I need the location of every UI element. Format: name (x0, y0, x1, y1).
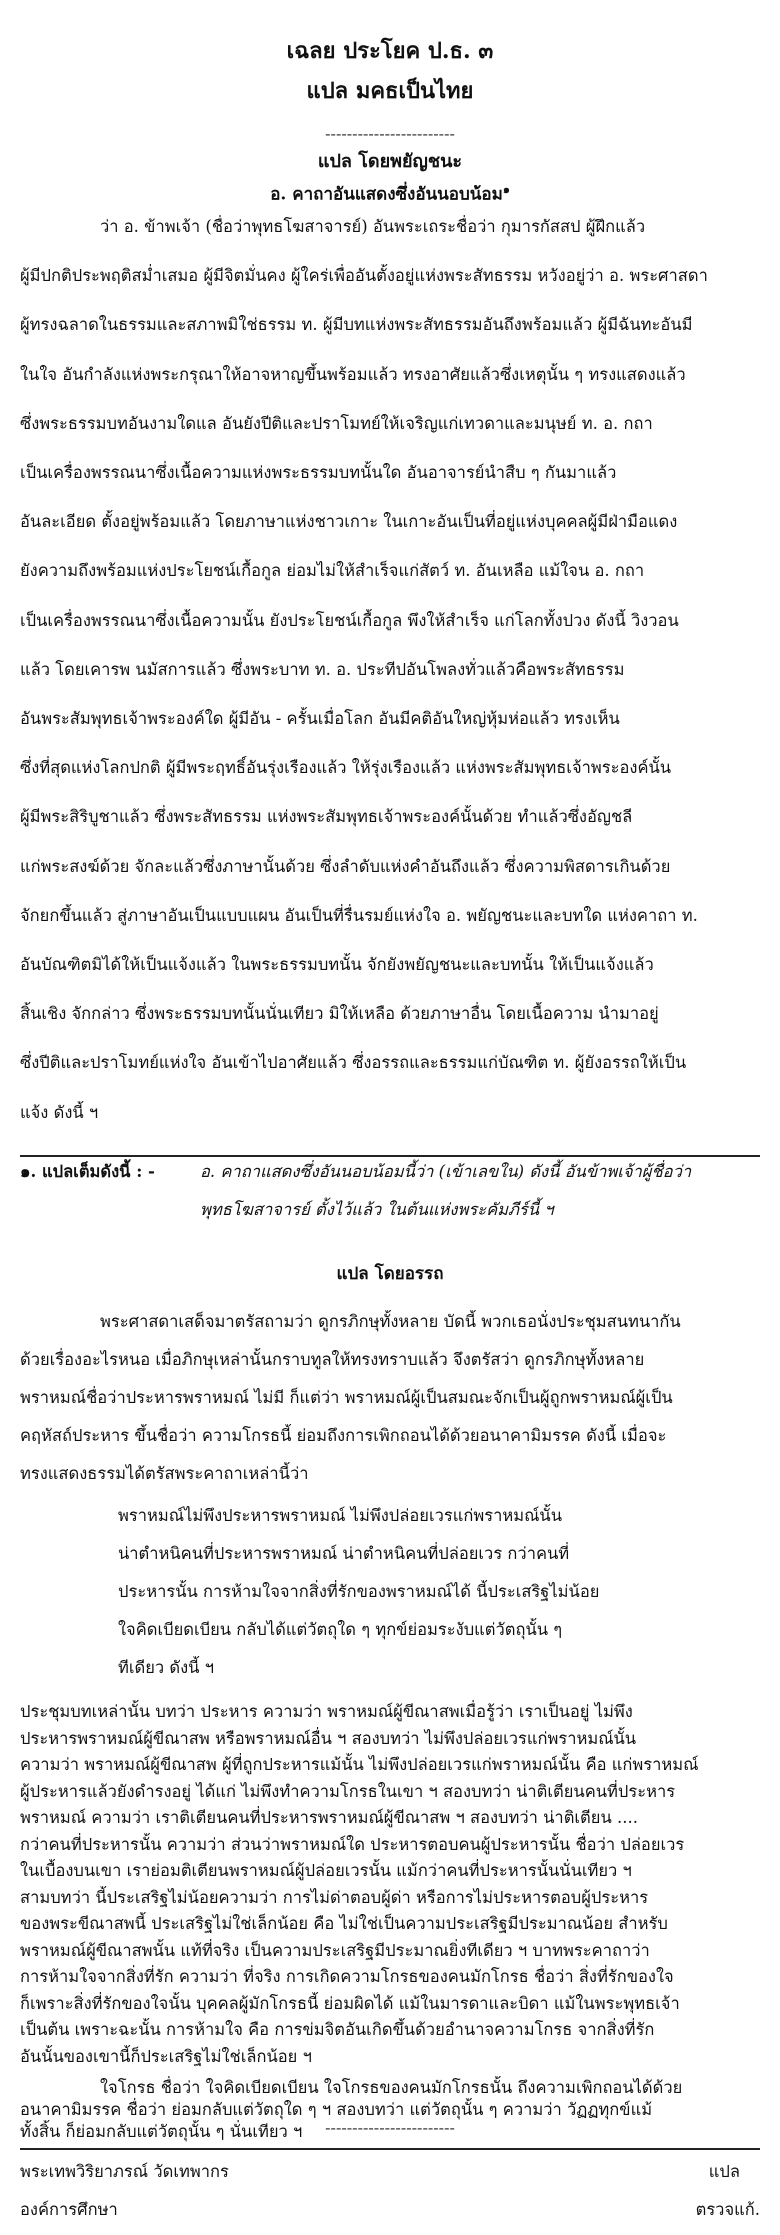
s2body-line: ความว่า พราหมณ์ผู้ขีณาสพ ผู้ที่ถูกประหารแม้นั้น ไม่พึงปล่อยเวรแก่พราหมณ์นั้น คือ แก่พราหมณ์ (20, 1755, 699, 1774)
s2body-line: ประหารพราหมณ์ผู้ขีณาสพ หรือพราหมณ์อื่น ฯ สองบทว่า ไม่พึงปล่อยเวรแก่พราหมณ์นั้น (20, 1728, 637, 1748)
s1lines-line: จักยกขึ้นแล้ว สู่ภาษาอันเป็นแบบแผน อันเป็นที่รื่นรมย์แห่งใจ อ. พยัญชนะและบทใด แห่งคาถา ท. (20, 905, 698, 925)
checker-name: องค์การศึกษา (20, 2200, 118, 2219)
s2intro-line: ด้วยเรื่องอะไรหนอ เมื่อภิกษุเหล่านั้นกราบทูลให้ทรงทราบแล้ว จึงตรัสว่า ดูกรภิกษุทั้งหลาย (20, 1350, 645, 1369)
s2verse-line: ประหารนั้น การห้ามใจจากสิ่งที่รักของพราหมณ์ได้ นี้ประเสริฐไม่น้อย (118, 1582, 600, 1601)
s2intro-line: คฤหัสถ์ประหาร ขึ้นชื่อว่า ความโกรธนี้ ย่อมถึงการเพิกถอนได้ด้วยอนาคามิมรรค ดังนี้ เมื่อจะ (20, 1426, 667, 1445)
footnote-rule (20, 1155, 760, 1157)
bottom-separator: ------------------------ (325, 2118, 455, 2137)
translation-note-line2: พุทธโฆสาจารย์ ตั้งไว้แล้ว ในต้นแห่งพระคัมภีร์นี้ ฯ (200, 1200, 554, 1219)
section1-subheading: อ. คาถาอันแสดงซึ่งอันนอบน้อม (270, 184, 503, 205)
s2verse-line: ทีเดียว ดังนี้ ฯ (118, 1658, 214, 1677)
s2intro-line: พระศาสดาเสด็จมาตรัสถามว่า ดูกรภิกษุทั้งหลาย บัดนี้ พวกเธอนั่งประชุมสนทนากัน (100, 1312, 681, 1331)
s1lines-line: แก่พระสงฆ์ด้วย จักละแล้วซึ่งภาษานั้นด้วย ซึ่งลำดับแห่งคำอันถึงแล้ว ซึ่งความพิสดารเกินด้วย (20, 856, 671, 876)
s1lines-line: อันละเอียด ตั้งอยู่พร้อมแล้ว โดยภาษาแห่งชาวเกาะ ในเกาะอันเป็นที่อยู่แห่งบุคคลผู้มีฝ่ามือแดง (20, 512, 678, 532)
s2body-line: เป็นต้น เพราะฉะนั้น การห้ามใจ คือ การข่มจิตอันเกิดขึ้นด้วยอำนาจความโกรธ จากสิ่งที่รัก (20, 2020, 655, 2039)
s1lines-line: อันบัณฑิตมิได้ให้เป็นแจ้งแล้ว ในพระธรรมบทนั้น จักยังพยัญชนะและบทนั้น ให้เป็นแจ้งแล้ว (20, 955, 654, 974)
section1-heading: แปล โดยพยัญชนะ (317, 151, 463, 172)
s1lines-line: ซึ่งที่สุดแห่งโลกปกติ ผู้มีพระฤทธิ์อันรุ่งเรืองแล้ว ให้รุ่งเรืองแล้ว แห่งพระสัมพุทธเจ้าพระองค์นั้น (20, 758, 672, 778)
s1lines-line: สิ้นเชิง จักกล่าว ซึ่งพระธรรมบทนั้นนั่นเทียว มิให้เหลือ ด้วยภาษาอื่น โดยเนื้อความ นำมาอยู่ (20, 1004, 659, 1024)
translation-note-label: ๑. แปลเต็มดังนี้ : - (20, 1162, 155, 1181)
s1lines-line: ในใจ อันกำลังแห่งพระกรุณาให้อาจหาญขึ้นพร้อมแล้ว ทรงอาศัยแล้วซึ่งเหตุนั้น ๆ ทรงแสดงแล้ว (20, 364, 686, 384)
s1lines-line: ซึ่งปีติและปราโมทย์แห่งใจ อันเข้าไปอาศัยแล้ว ซึ่งอรรถและธรรมแก่บัณฑิต ท. ผู้ยังอรรถให้เป็น (20, 1053, 687, 1073)
s2close-line: ใจโกรธ ชื่อว่า ใจคิดเบียดเบียน ใจโกรธของคนมักโกรธนั้น ถึงความเพิกถอนได้ด้วย (100, 2078, 683, 2097)
page-subtitle: แปล มคธเป็นไทย (306, 78, 474, 104)
translator-role: แปล (708, 2162, 740, 2181)
s2body-line: อันนั้นของเขานี้ก็ประเสริฐไม่ใช่เล็กน้อย ฯ (20, 2046, 312, 2066)
s1lines-line: ว่า อ. ข้าพเจ้า (ชื่อว่าพุทธโฆสาจารย์) อันพระเถระชื่อว่า กุมารกัสสป ผู้ฝึกแล้ว (100, 217, 646, 236)
s2verse-line: พราหมณ์ไม่พึงประหารพราหมณ์ ไม่พึงปล่อยเวรแก่พราหมณ์นั้น (118, 1506, 562, 1525)
s2body-line: พราหมณ์ ความว่า เราติเตียนคนที่ประหารพราหมณ์ผู้ขีณาสพ ฯ สองบทว่า น่าติเตียน .... (20, 1808, 638, 1827)
s2body-line: ก็เพราะสิ่งที่รักของใจนั้น บุคคลผู้มักโกรธนี้ ย่อมผิดได้ แม้ในมารดาและบิดา แม้ในพระพุทธเจ้า (20, 1993, 680, 2013)
s2verse-line: น่าตำหนิคนที่ประหารพราหมณ์ น่าตำหนิคนที่ปล่อยเวร กว่าคนที่ (118, 1544, 570, 1563)
checker-role: ตรวจแก้. (695, 2200, 760, 2219)
s2body-line: ของพระขีณาสพนี้ ประเสริฐไม่ใช่เล็กน้อย คือ ไม่ใช่เป็นความประเสริฐมีประมาณน้อย สำหรับ (20, 1914, 668, 1933)
s2body-line: สามบทว่า นี้ประเสริฐไม่น้อยความว่า การไม่ด่าตอบผู้ด่า หรือการไม่ประหารตอบผู้ประหาร (20, 1887, 649, 1907)
footer-rule (20, 2148, 760, 2150)
s2body-line: พราหมณ์ผู้ขีณาสพนั้น แท้ที่จริง เป็นความประเสริฐมีประมาณยิ่งทีเดียว ฯ บาทพระคาถาว่า (20, 1940, 650, 1960)
section2-heading: แปล โดยอรรถ (336, 1264, 444, 1284)
s1lines-line: อันพระสัมพุทธเจ้าพระองค์ใด ผู้มีอัน - ครั้นเมื่อโลก อันมีคติอันใหญ่หุ้มห่อแล้ว ทรงเห็น (20, 709, 620, 728)
section1-subheading-wrap (0, 178, 780, 207)
s1lines-line: แล้ว โดยเคารพ นมัสการแล้ว ซึ่งพระบาท ท. อ. ประทีปอันโพลงทั่วแล้วคือพระสัทธรรม (20, 659, 625, 679)
s2verse-line: ใจคิดเบียดเบียน กลับได้แต่วัตถุใด ๆ ทุกข์ย่อมระงับแต่วัตถุนั้น ๆ (118, 1620, 563, 1639)
s2intro-line: พราหมณ์ชื่อว่าประหารพราหมณ์ ไม่มี ก็แต่ว่า พราหมณ์ผู้เป็นสมณะจักเป็นผู้ถูกพราหมณ์ผู้เป็น (20, 1388, 673, 1407)
s1lines-line: ผู้มีพระสิริบูชาแล้ว ซึ่งพระสัทธรรม แห่งพระสัมพุทธเจ้าพระองค์นั้นด้วย ทำแล้วซึ่งอัญชลี (20, 807, 633, 827)
s1lines-line: ซึ่งพระธรรมบทอันงามใดแล อันยังปีติและปราโมทย์ให้เจริญแก่เทวดาและมนุษย์ ท. อ. กถา (20, 413, 653, 433)
s2body-line: ประชุมบทเหล่านั้น บทว่า ประหาร ความว่า พราหมณ์ผู้ขีณาสพเมื่อรู้ว่า เราเป็นอยู่ ไม่พึง (20, 1702, 633, 1721)
s1lines-line: เป็นเครื่องพรรณนาซึ่งเนื้อความแห่งพระธรรมบทนั้นใด อันอาจารย์นำสืบ ๆ กันมาแล้ว (20, 463, 617, 482)
footnote-marker: ๑ (502, 183, 510, 196)
s1lines-line: ผู้ทรงฉลาดในธรรมและสภาพมิใช่ธรรม ท. ผู้มีบทแห่งพระสัทธรรมอันถึงพร้อมแล้ว ผู้มีฉันทะอันมี (20, 315, 693, 335)
s1lines-line: แจ้ง ดังนี้ ฯ (20, 1102, 99, 1122)
top-separator: ------------------------ (325, 124, 455, 143)
s1lines-line: ยังความถึงพร้อมแห่งประโยชน์เกื้อกูล ย่อมไม่ให้สำเร็จแก่สัตว์ ท. อันเหลือ แม้ใจน อ. กถา (20, 561, 645, 581)
s2close-line: อนาคามิมรรค ชื่อว่า ย่อมกลับแต่วัตถุใด ๆ ฯ สองบทว่า แต่วัตถุนั้น ๆ ความว่า วัฏฏทุกข์แม้ (20, 2100, 653, 2119)
s2close-line: ทั้งสิ้น ก็ย่อมกลับแต่วัตถุนั้น ๆ นั่นเทียว ฯ (20, 2122, 303, 2141)
page-title: เฉลย ประโยค ป.ธ. ๓ (286, 38, 494, 64)
s2body-line: ผู้ประหารแล้วยังดำรงอยู่ ได้แก่ ไม่พึงทำความโกรธในเขา ฯ สองบทว่า น่าติเตียนคนที่ประหาร (20, 1781, 676, 1801)
translation-note-line1: อ. คาถาแสดงซึ่งอันนอบน้อมนี้ว่า (เข้าเลขใน) ดังนี้ อันข้าพเจ้าผู้ชื่อว่า (200, 1162, 692, 1181)
s2intro-line: ทรงแสดงธรรมได้ตรัสพระคาถาเหล่านี้ว่า (20, 1464, 309, 1483)
s1lines-line: ผู้มีปกติประพฤติสม่ำเสมอ ผู้มีจิตมั่นคง ผู้ใคร่เพื่ออันตั้งอยู่แห่งพระสัทธรรม หวังอยู่ว่า อ. พระศาสดา (20, 266, 708, 286)
s1lines-line: เป็นเครื่องพรรณนาซึ่งเนื้อความนั้น ยังประโยชน์เกื้อกูล พึงให้สำเร็จ แก่โลกทั้งปวง ดังนี้ วิงวอน (20, 610, 679, 630)
translator-name: พระเทพวิริยาภรณ์ วัดเทพากร (20, 2162, 229, 2181)
s2body-line: ในเบื้องบนเขา เราย่อมติเตียนพราหมณ์ผู้ปล่อยเวรนั้น แม้กว่าคนที่ประหารนั้นนั่นเทียว ฯ (20, 1861, 632, 1880)
s2body-line: กว่าคนที่ประหารนั้น ความว่า ส่วนว่าพราหมณ์ใด ประหารตอบคนผู้ประหารนั้น ชื่อว่า ปล่อยเวร (20, 1834, 685, 1854)
s2body-line: การห้ามใจจากสิ่งที่รัก ความว่า ที่จริง การเกิดความโกรธของคนมักโกรธ ชื่อว่า สิ่งที่รักของใจ (20, 1967, 674, 1986)
